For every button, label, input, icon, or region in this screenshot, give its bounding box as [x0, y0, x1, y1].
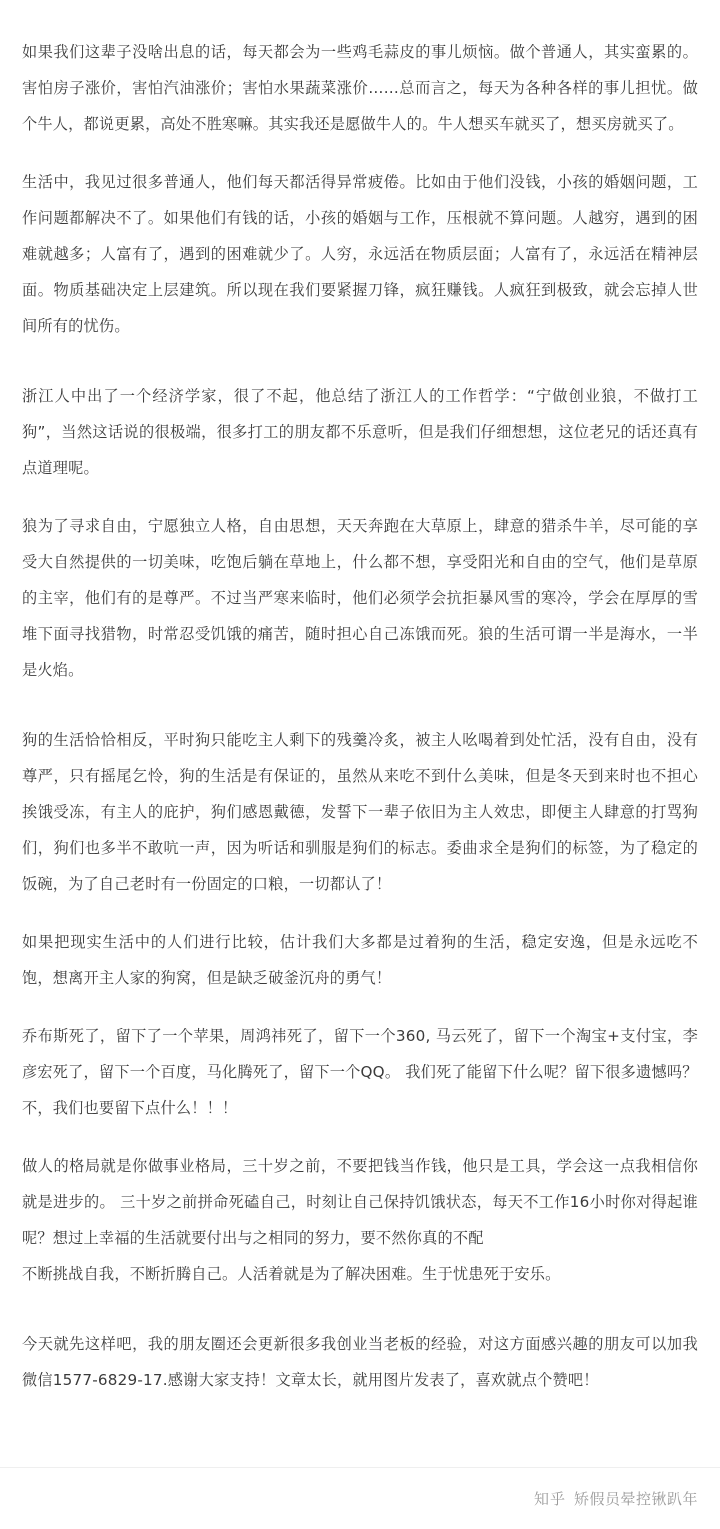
- article-paragraph: 今天就先这样吧，我的朋友圈还会更新很多我创业当老板的经验，对这方面感兴趣的朋友可以加我微信1577-6829-17.感谢大家支持！文章太长，就用图片发表了，喜欢就点个赞吧！: [22, 1335, 698, 1389]
- article-paragraph: 狼为了寻求自由，宁愿独立人格，自由思想，天天奔跑在大草原上，肆意的猎杀牛羊，尽可能的享受大自然提供的一切美味，吃饱后躺在草地上，什么都不想，享受阳光和自由的空气，他们是草原的主宰，他们有的是尊严。不过当严寒来临时，他们必须学会抗拒暴风雪的寒冷，学会在厚厚的雪堆下面寻找猎物，时常忍受饥饿的痛苦，随时担心自己冻饿而死。狼的生活可谓一半是海水，一半是火焰。: [22, 517, 698, 679]
- zhihu-logo-icon: 知乎: [533, 1490, 566, 1508]
- author-name: 矫假员晕控锹趴年: [573, 1490, 698, 1508]
- article-paragraph: 如果我们这辈子没啥出息的话，每天都会为一些鸡毛蒜皮的事儿烦恼。做个普通人，其实蛮累的。害怕房子涨价，害怕汽油涨价；害怕水果蔬菜涨价……总而言之，每天为各种各样的事儿担忧。做个牛人，都说更累，高处不胜寒嘛。其实我还是愿做牛人的。牛人想买车就买了，想买房就买了。: [22, 43, 698, 133]
- article-paragraph: 不断挑战自我，不断折腾自己。人活着就是为了解决困难。生于忧患死于安乐。: [22, 1265, 561, 1283]
- article-paragraph: 做人的格局就是你做事业格局，三十岁之前，不要把钱当作钱，他只是工具，学会这一点我相信你就是进步的。 三十岁之前拼命死磕自己，时刻让自己保持饥饿状态，每天不工作16小时你对得起谁呢？想过上幸福的生活就要付出与之相同的努力，要不然你真的不配: [22, 1157, 698, 1247]
- article-paragraph: 生活中，我见过很多普通人，他们每天都活得异常疲倦。比如由于他们没钱，小孩的婚姻问题，工作问题都解决不了。如果他们有钱的话，小孩的婚姻与工作，压根就不算问题。人越穷，遇到的困难就越多；人富有了，遇到的困难就少了。人穷，永远活在物质层面；人富有了，永远活在精神层面。物质基础决定上层建筑。所以现在我们要紧握刀锋，疯狂赚钱。人疯狂到极致，就会忘掉人世间所有的忧伤。: [22, 173, 698, 335]
- article-footer: [0, 1467, 720, 1529]
- article-paragraph: 狗的生活恰恰相反，平时狗只能吃主人剩下的残羹冷炙，被主人吆喝着到处忙活，没有自由，没有尊严，只有摇尾乞怜，狗的生活是有保证的，虽然从来吃不到什么美味，但是冬天到来时也不担心挨饿受冻，有主人的庇护，狗们感恩戴德，发誓下一辈子依旧为主人效忠，即便主人肆意的打骂狗们，狗们也多半不敢吭一声，因为听话和驯服是狗们的标志。委曲求全是狗们的标签，为了稳定的饭碗，为了自己老时有一份固定的口粮，一切都认了！: [22, 731, 698, 893]
- article-body: [22, 34, 698, 1398]
- footer-attribution: [534, 1488, 698, 1509]
- article-paragraph: 如果把现实生活中的人们进行比较，估计我们大多都是过着狗的生活，稳定安逸，但是永远吃不饱，想离开主人家的狗窝，但是缺乏破釜沉舟的勇气！: [22, 933, 698, 987]
- article-paragraph: 乔布斯死了，留下了一个苹果，周鸿祎死了，留下一个360, 马云死了，留下一个淘宝+支付宝，李彦宏死了，留下一个百度，马化腾死了，留下一个QQ。 我们死了能留下什么呢？留下很多遗憾吗？: [22, 1027, 698, 1081]
- article-paragraph: 不，我们也要留下点什么！！！: [22, 1099, 238, 1117]
- article-paragraph: 浙江人中出了一个经济学家，很了不起，他总结了浙江人的工作哲学：“宁做创业狼，不做打工狗”，当然这话说的很极端，很多打工的朋友都不乐意听，但是我们仔细想想，这位老兄的话还真有点道理呢。: [22, 387, 698, 477]
